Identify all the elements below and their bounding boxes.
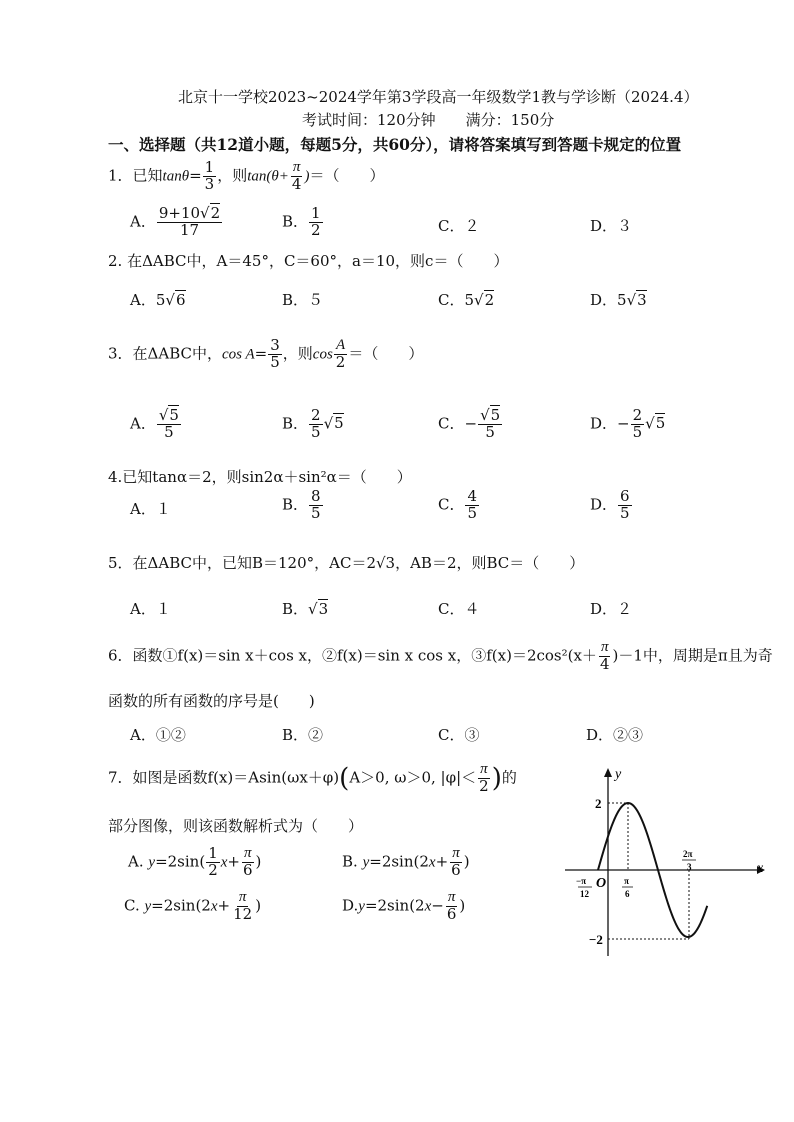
question-4-option-c[interactable]: C． $\frac{4}{5}$: [438, 487, 478, 522]
y-axis-arrow-icon: [604, 768, 612, 777]
question-2-option-a[interactable]: A．5√6: [130, 291, 186, 309]
question-6-stem-line1: 6．函数①f(x)＝sin x＋cos x，②f(x)＝sin x cos x，③f(x)＝2cos²(x＋ $\frac{\pi}{4}$ )－1中，周期是π且为奇: [108, 639, 773, 673]
question-3-option-c[interactable]: C．− $\frac{√5}{5}$: [438, 406, 501, 441]
svg-text:12: 12: [580, 889, 589, 899]
section-heading: 一、选择题（共12道小题，每题5分，共60分），请将答案填写到答题卡规定的位置: [108, 135, 682, 154]
sine-graph: [560, 760, 772, 960]
question-4-stem: 4.已知tanα＝2，则sin2α＋sin²α＝（ ）: [108, 468, 412, 486]
question-6-stem-line2: 函数的所有函数的序号是( ): [108, 692, 315, 710]
question-1-option-c[interactable]: C．２: [438, 217, 480, 235]
tick-label-neg-pi-12: [576, 876, 592, 899]
question-3-stem: 3．在ΔABC中，cos A= $\frac{3}{5}$ ，则cos $\frac{A}{2}$ ＝（ ）: [108, 336, 424, 371]
origin-label: O: [596, 876, 607, 891]
question-5-stem: 5．在ΔABC中，已知B＝120°，AC＝2√3，AB＝2，则BC＝（ ）: [108, 554, 585, 572]
question-3-option-b[interactable]: B． $\frac{2}{5}$ √5: [282, 406, 344, 441]
svg-text:−π: −π: [576, 876, 587, 886]
question-5-option-c[interactable]: C．４: [438, 600, 480, 618]
y-axis-label: y: [615, 767, 622, 782]
question-7-option-a[interactable]: A. y=2sin( $\frac{1}{2}$ x+ $\frac{\pi}{6}$ ): [128, 844, 262, 879]
question-4-option-a[interactable]: A．１: [130, 500, 171, 518]
question-7-stem-line1: 7．如图是函数f(x)＝Asin(ωx＋φ)(A＞0, ω＞0, |φ|＜ $\frac{\pi}{2}$ )的: [108, 761, 517, 795]
question-7-option-d[interactable]: D.y=2sin(2x− $\frac{\pi}{6}$ ): [342, 889, 466, 923]
svg-text:2π: 2π: [683, 849, 693, 859]
question-6-option-a[interactable]: A．①②: [130, 726, 186, 744]
question-5-option-a[interactable]: A．１: [130, 600, 171, 618]
question-3-option-a[interactable]: A． $\frac{√5}{5}$: [130, 406, 179, 441]
svg-text:6: 6: [625, 889, 630, 899]
exam-info: 考试时间：120分钟 满分：150分: [302, 111, 555, 129]
question-6-option-d[interactable]: D．②③: [586, 726, 644, 744]
svg-text:π: π: [624, 876, 629, 886]
question-1-stem: 1．已知tanθ= $\frac{1}{3}$ ，则tan(θ+ $\frac{\pi}{4}$ )＝（ ）: [108, 158, 385, 193]
question-7-option-c[interactable]: C. y=2sin(2x+ $\frac{\pi}{12}$ ): [124, 889, 262, 923]
question-2-stem: 2. 在ΔABC中，A＝45°，C＝60°，a＝10，则c＝（ ）: [108, 252, 509, 270]
y-max-label: 2: [595, 796, 602, 811]
exam-title: 北京十一学校2023~2024学年第3学段高一年级数学1教与学诊断（2024.4）: [178, 88, 699, 106]
question-7-stem-line2: 部分图像，则该函数解析式为（ ）: [108, 817, 364, 835]
tick-label-2pi-3: [682, 849, 696, 872]
question-1-option-b[interactable]: B． $\frac{1}{2}$: [282, 204, 321, 239]
svg-text:3: 3: [687, 862, 692, 872]
x-axis-label: x: [757, 861, 764, 876]
question-6-option-c[interactable]: C．③: [438, 726, 480, 744]
question-7-option-b[interactable]: B. y=2sin(2x+ $\frac{\pi}{6}$ ): [342, 845, 470, 879]
question-3-option-d[interactable]: D．− $\frac{2}{5}$ √5: [590, 406, 666, 441]
tick-label-pi-6: [622, 876, 633, 899]
question-2-option-c[interactable]: C．5√2: [438, 291, 495, 309]
question-1-option-a[interactable]: A． $\frac{9+10√2}{17}$: [130, 204, 221, 239]
question-5-option-d[interactable]: D．２: [590, 600, 633, 618]
question-6-option-b[interactable]: B．②: [282, 726, 324, 744]
question-5-option-b[interactable]: B．√3: [282, 600, 329, 618]
question-4-option-b[interactable]: B． $\frac{8}{5}$: [282, 487, 321, 522]
question-1-option-d[interactable]: D．３: [590, 217, 633, 235]
question-2-option-b[interactable]: B．５: [282, 291, 324, 309]
y-min-label: −2: [589, 932, 603, 947]
question-4-option-d[interactable]: D． $\frac{6}{5}$: [590, 487, 630, 522]
question-2-option-d[interactable]: D．5√3: [590, 291, 647, 309]
